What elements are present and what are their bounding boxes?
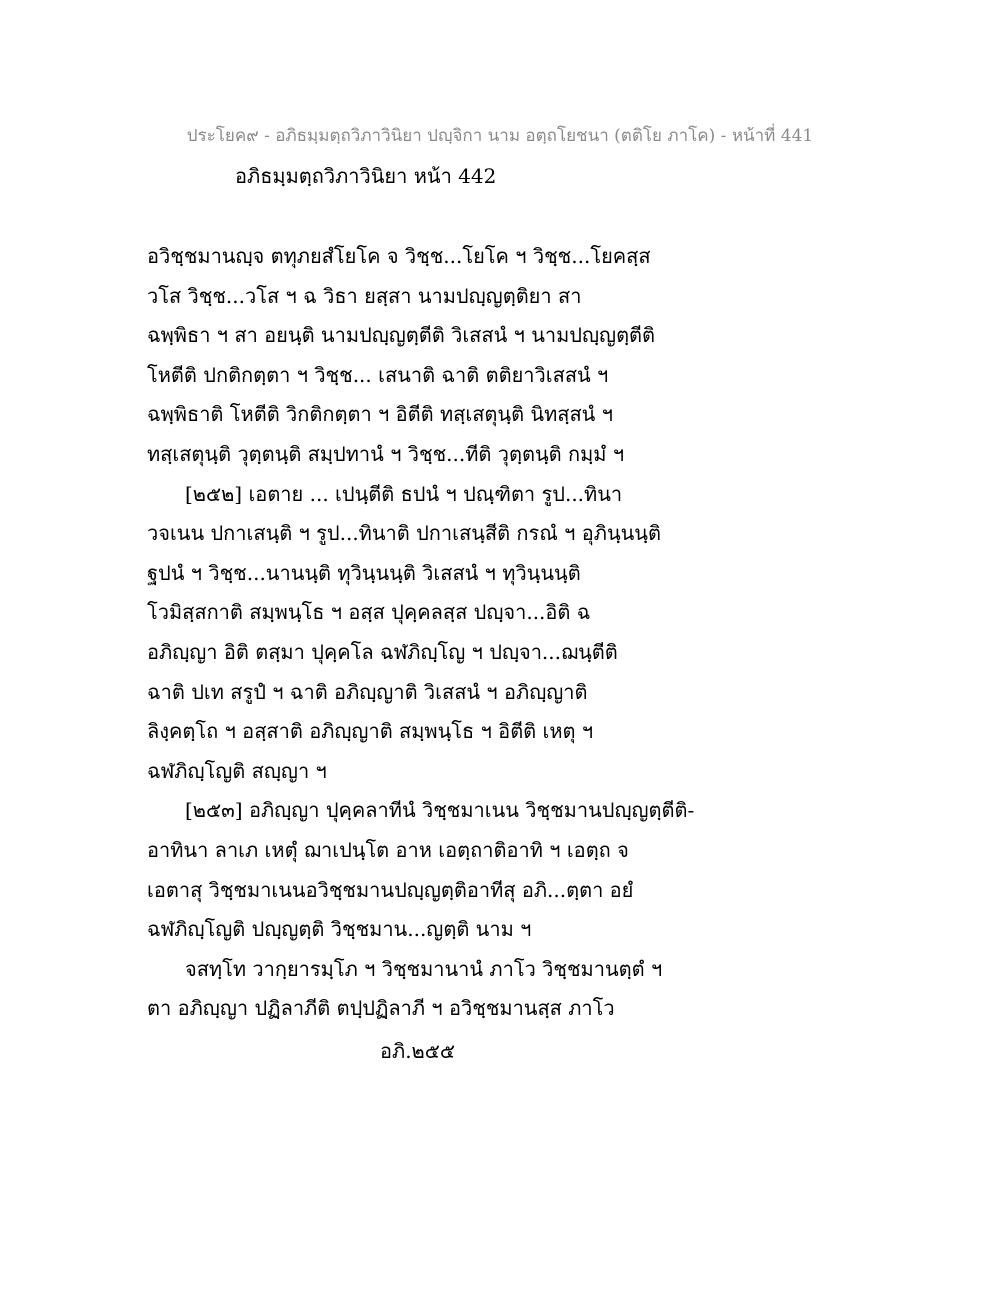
text-line: ฉฬภิญฺโญติ ปญฺญตฺติ วิชฺชมาน...ญตฺติ นาม ฯ [147,917,532,942]
text-line: อภิญฺญา อิติ ตสฺมา ปุคฺคโล ฉฬภิญฺโญ ฯ ปญฺจา...ฌนฺตีติ [147,639,618,664]
paragraph-start-line: [๒๕๓] อภิญฺญา ปุคฺคลาทีนํ วิชฺชมาเนน วิชฺชมานปญฺญตฺตีติ- [185,798,695,823]
paragraph-start-line: [๒๕๒] เอตาย ... เปนฺตีติ ธปนํ ฯ ปณฺฑิตา รูป...ทินา [185,481,623,506]
text-line: ฉพฺพิธา ฯ สา อยนฺติ นามปญฺญตฺตีติ วิเสสนํ ฯ นามปญฺญตฺตีติ [147,323,656,348]
paragraph-start-line: จสทฺโท วากฺยารมฺโภ ฯ วิชฺชมานานํ ภาโว วิชฺชมานตฺตํ ฯ [185,956,663,981]
text-line: อาทินา ลาเภ เหตุํ ฌาเปนฺโต อาห เอตฺถาติอาทิ ฯ เอตฺถ จ [147,837,629,862]
text-line: ฐปนํ ฯ วิชฺช...นานนฺติ ทุวินฺนนฺติ วิเสสนํ ฯ ทุวินฺนนฺติ [147,560,581,585]
text-line: ลิงฺคตฺโถ ฯ อสฺสาติ อภิญฺญาติ สมฺพนฺโธ ฯ อิตีติ เหตุ ฯ [147,719,594,744]
running-header: ประโยค๙ - อภิธมฺมตฺถวิภาวินิยา ปญฺจิกา นาม อตฺถโยชนา (ตติโย ภาโค) - หน้าที่ 441 [186,126,814,146]
text-line: ตา อภิญฺญา ปฏิลาภีติ ตปฺปฏิลาภี ฯ อวิชฺชมานสฺส ภาโว [147,996,615,1021]
text-line: ทสฺเสตุนฺติ วุตฺตนฺติ สมฺปทานํ ฯ วิชฺช...ทีติ วุตฺตนฺติ กมฺมํ ฯ [147,441,625,466]
page-header: อภิธมฺมตฺถวิภาวินิยา หน้า 442 [235,164,497,188]
page-footer-signature: อภิ.๒๕๕ [380,1039,456,1063]
text-line: โหตีติ ปกติกตฺตา ฯ วิชฺช... เสนาติ ฉาติ ตติยาวิเสสนํ ฯ [147,362,609,387]
text-line: วโส วิชฺช...วโส ฯ ฉ วิธา ยสฺสา นามปญฺญตฺติยา สา [147,283,582,308]
text-line: วจเนน ปกาเสนฺติ ฯ รูป...ทินาติ ปกาเสนฺสีติ กรณํ ฯ อุภินฺนนฺติ [147,521,661,546]
text-line: เอตาสุ วิชฺชมาเนนอวิชฺชมานปญฺญตฺติอาทีสุ อภิ...ตฺตา อยํ [147,877,634,902]
body-text [147,237,707,1029]
text-line: ฉพฺพิธาติ โหตีติ วิกติกตฺตา ฯ อิตีติ ทสฺเสตุนฺติ นิทสฺสนํ ฯ [147,402,613,427]
text-line: โวมิสฺสกาติ สมฺพนฺโธ ฯ อสฺส ปุคฺคลสฺส ปญฺจา...อิติ ฉ [147,600,591,625]
text-line: ฉาติ ปเท สรูปํ ฯ ฉาติ อภิญฺญาติ วิเสสนํ ฯ อภิญฺญาติ [147,679,588,704]
text-line: อวิชฺชมานญฺจ ตทุภยสํโยโค จ วิชฺช...โยโค ฯ วิชฺช...โยคสฺส [147,244,651,268]
text-line: ฉฬภิญฺโญติ สญฺญา ฯ [147,758,327,783]
